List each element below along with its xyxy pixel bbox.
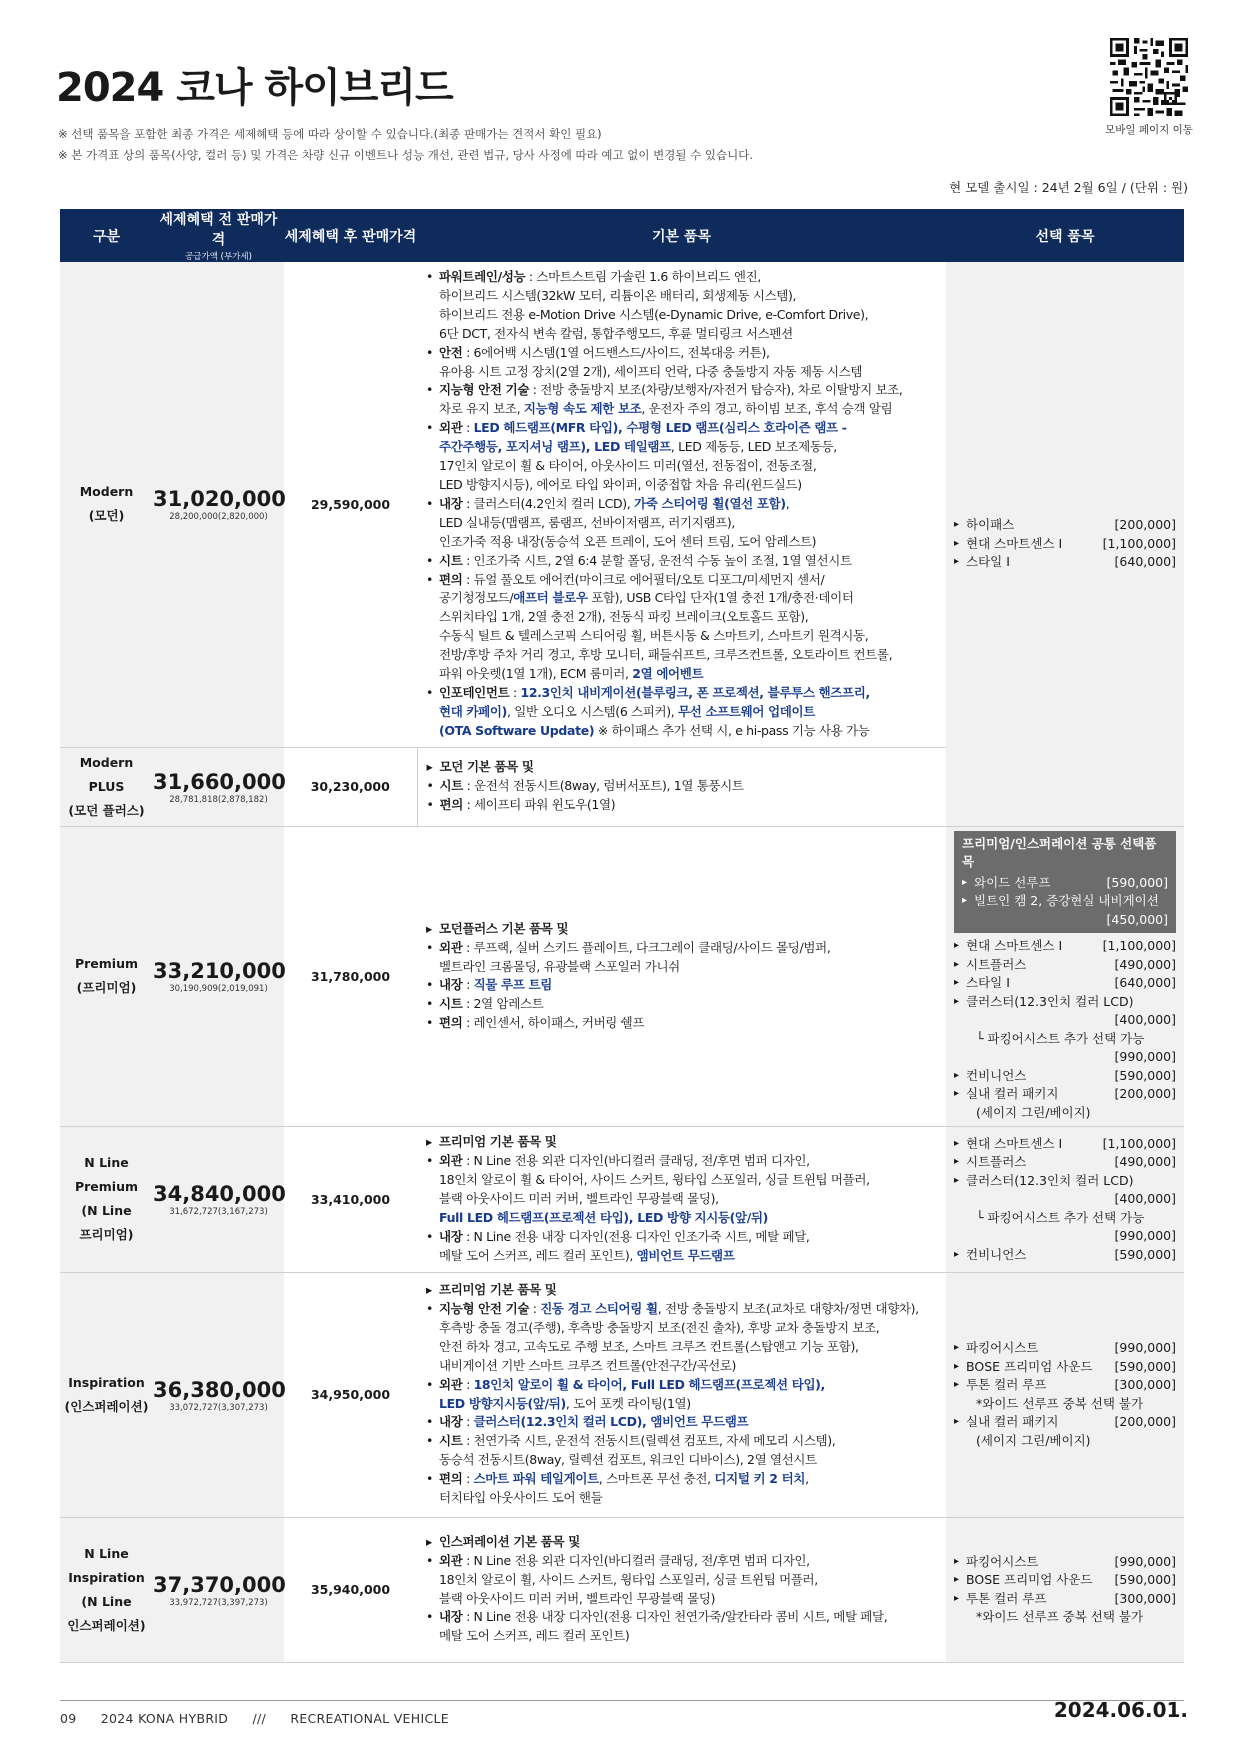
bullet-icon: • [426, 1414, 434, 1430]
option-name: ▸ 스타일 Ⅰ [954, 553, 1010, 572]
option-item [954, 1608, 1176, 1627]
bullet-icon: • [426, 269, 434, 284]
option-item [954, 956, 1176, 975]
basic-item-heading: 외관 [439, 1552, 463, 1568]
basic-item: • 파워트레인/성능 : 스마트스트림 가솔린 1.6 하이브리드 엔진, 하이브리드 시스템(32kW 모터, 리튬이온 배터리, 회생제동 시스템), 하이브리드 전용 e-Motion Drive 시스템(e-Dynamic Drive, e-Comfort Drive), 6단 DCT, 전자식 변속 칼럼, 통합주행모드, 후륜 멀티링크 서스펜션 [426, 269, 869, 341]
bullet-icon: • [426, 571, 434, 587]
basic-item [425, 1533, 942, 1552]
bullet-icon: • [426, 1471, 434, 1487]
highlight-text: 현대 카페이) [439, 703, 507, 719]
option-list [954, 1553, 1176, 1627]
basic-item: • 안전 : 6에어백 시스템(1열 어드밴스드/사이드, 전복대응 커튼), 유아용 시트 고정 장치(2열 2개), 세이프티 언락, 다중 충돌방지 자동 제동 시스템 [426, 344, 863, 379]
post-price: 31,780,000 [284, 826, 417, 1127]
trim-name-line: 인스퍼레이션) [67, 1617, 146, 1633]
highlight-text: LED 방향지시등(앞/뒤) [439, 1395, 566, 1411]
bullet-icon: • [426, 1228, 434, 1244]
option-price: [990,000] [1114, 1228, 1176, 1244]
supply-price-value: 33,072,727(3,307,273) [169, 1402, 268, 1413]
option-name: ▸ 클러스터(12.3인치 컬러 LCD) [954, 1172, 1133, 1191]
option-name: ▸ 시트플러스 [954, 1153, 1026, 1172]
footer-category: RECREATIONAL VEHICLE [290, 1711, 449, 1726]
option-price: [590,000] [1114, 1067, 1176, 1083]
option-price: [400,000] [1114, 1012, 1176, 1028]
bullet-icon: • [426, 1609, 434, 1625]
option-item [962, 874, 1168, 893]
pre-price-value: 36,380,000 [153, 1377, 286, 1402]
basic-item-lead: 인스퍼레이션 기본 품목 및 [439, 1533, 580, 1549]
trim-name-line: (프리미엄) [76, 980, 137, 996]
header-post-price: 세제혜택 후 판매가격 [284, 209, 417, 262]
option-name: ▸ 투톤 컬러 루프 [954, 1376, 1046, 1395]
basic-item-heading: 편의 [439, 797, 463, 813]
option-price: [590,000] [1114, 1246, 1176, 1262]
option-price: [990,000] [1114, 1340, 1176, 1355]
basic-item-lead: 프리미엄 기본 품목 및 [439, 1282, 557, 1298]
option-price: [300,000] [1114, 1377, 1176, 1392]
option-item [954, 1571, 1176, 1590]
option-item [954, 1590, 1176, 1609]
basic-item-heading: 안전 [439, 344, 463, 360]
basic-item-heading: 편의 [439, 1015, 463, 1031]
supply-price-value: 30,190,909(2,019,091) [169, 984, 268, 995]
pre-price-value: 33,210,000 [153, 959, 286, 984]
basic-item-lead: 모던 기본 품목 및 [439, 759, 534, 775]
footer-separator: /// [252, 1711, 267, 1726]
bullet-icon: • [426, 1153, 434, 1169]
basic-items [417, 747, 946, 826]
option-name: *와이드 선루프 중복 선택 불가 [976, 1609, 1144, 1624]
option-name: └ 파킹어시스트 추가 선택 가능 [976, 1209, 1145, 1225]
option-item [954, 1432, 1176, 1451]
basic-item: • 내장 : 직물 루프 트림 [425, 976, 942, 995]
option-name: ▸ 파킹어시스트 [954, 1339, 1038, 1358]
basic-item-heading: 시트 [439, 778, 463, 794]
basic-item: • 시트 : 2열 암레스트 [425, 995, 942, 1014]
post-price: 33,410,000 [284, 1127, 417, 1272]
basic-item: • 외관 : 루프랙, 실버 스키드 플레이트, 다크그레이 클래딩/사이드 몰딩/범퍼, 벨트라인 크롬몰딩, 유광블랙 스포일러 가니쉬 [426, 939, 831, 974]
pre-price [153, 1127, 284, 1272]
table-row [60, 262, 1184, 747]
post-price: 30,230,000 [284, 747, 417, 826]
highlight-text: 애프터 블로우 [513, 590, 588, 606]
trim-name-line: (인스퍼레이션) [64, 1398, 149, 1414]
option-name: *와이드 선루프 중복 선택 불가 [976, 1395, 1144, 1411]
arrow-icon: ▸ [426, 1282, 432, 1298]
highlight-text: LED 헤드램프(MFR 타입), 수평형 LED 램프(심리스 호라이즌 램프 - [473, 420, 847, 436]
basic-item-lead: 모던플러스 기본 품목 및 [439, 920, 569, 936]
option-item [954, 993, 1176, 1012]
supply-price-value: 28,200,000(2,820,000) [169, 512, 268, 523]
basic-item [425, 920, 942, 939]
option-name: ▸ 스타일 Ⅰ [954, 974, 1010, 993]
option-item [954, 516, 1176, 535]
option-price: [300,000] [1114, 1590, 1176, 1606]
option-item [954, 1339, 1176, 1358]
highlight-text: (OTA Software Update) [439, 722, 595, 738]
basic-item: • 내장 : 클러스터(4.2인치 컬러 LCD), 가죽 스티어링 휠(열선 포함), LED 실내등(맵램프, 룸램프, 선바이저램프, 러기지램프), 인조가죽 적용 내장(동승석 오픈 트레이, 도어 센터 트림, 도어 암레스트) [426, 495, 817, 549]
trim-name-line: Modern [79, 754, 134, 770]
post-price: 34,950,000 [284, 1272, 417, 1517]
pre-price-value: 31,020,000 [153, 487, 286, 512]
option-item [954, 974, 1176, 993]
table-row [60, 1127, 1184, 1272]
header-trim: 구분 [60, 209, 153, 262]
option-name [962, 911, 984, 930]
option-name: ▸ 컨비니언스 [954, 1067, 1026, 1086]
option-price: [640,000] [1114, 554, 1176, 570]
header-pre-label: 세제혜택 전 판매가격 [159, 212, 278, 248]
basic-item-heading: 외관 [439, 420, 463, 436]
pre-price [153, 1517, 284, 1662]
footer-divider [60, 1700, 1184, 1701]
option-price: [990,000] [1114, 1553, 1176, 1569]
highlight-text: 가죽 스티어링 휠(열선 포함) [634, 495, 786, 511]
option-price: [490,000] [1114, 956, 1176, 972]
option-price: [200,000] [1114, 1086, 1176, 1102]
option-item [954, 1413, 1176, 1432]
option-name: (세이지 그린/베이지) [976, 1104, 1091, 1120]
basic-item-heading: 지능형 안전 기술 [439, 1300, 530, 1316]
highlight-text: 18인치 알로이 휠 & 타이어, Full LED 헤드램프(프로젝션 타입), [473, 1376, 825, 1392]
option-items [946, 1127, 1184, 1272]
basic-item-heading: 시트 [439, 552, 463, 568]
bullet-icon: • [426, 1433, 434, 1449]
trim-name [60, 262, 153, 747]
option-price: [590,000] [1114, 1572, 1176, 1587]
basic-item-heading: 인포테인먼트 [439, 684, 510, 700]
table-row [60, 1272, 1184, 1517]
option-price: [200,000] [1114, 1414, 1176, 1429]
common-option-box [954, 831, 1176, 934]
basic-item: • 외관 : 18인치 알로이 휠 & 타이어, Full LED 헤드램프(프로젝션 타입), LED 방향지시등(앞/뒤), 도어 포켓 라이팅(1열) [426, 1376, 825, 1411]
publish-date: 2024.06.01. [1053, 1698, 1188, 1722]
option-price: [590,000] [1106, 874, 1168, 890]
option-name: ▸ 빌트인 캠 2, 증강현실 내비게이션 [962, 892, 1159, 911]
option-price: [640,000] [1114, 975, 1176, 991]
basic-item: • 편의 : 스마트 파워 테일게이트, 스마트폰 무선 충전, 디지털 키 2 터치, 터치타입 아웃사이드 도어 핸들 [426, 1471, 809, 1506]
option-item [954, 1153, 1176, 1172]
trim-name-line: N Line [84, 1155, 129, 1171]
basic-item-heading: 외관 [439, 939, 463, 955]
qr-label: 모바일 페이지 이동 [1105, 124, 1193, 136]
qr-code-icon[interactable] [1110, 38, 1188, 116]
basic-item-heading: 지능형 안전 기술 [439, 382, 530, 398]
pre-price-value: 31,660,000 [153, 769, 286, 794]
option-name: ▸ 하이패스 [954, 516, 1014, 535]
option-list [954, 937, 1176, 1122]
highlight-text: 주간주행등, 포지셔닝 램프), LED 테일램프 [439, 439, 671, 455]
option-item [962, 892, 1168, 911]
highlight-text: 무선 소프트웨어 업데이트 [678, 703, 815, 719]
option-list [954, 516, 1176, 572]
basic-item: • 시트 : 천연가죽 시트, 운전석 전동시트(릴렉션 컴포트, 자세 메모리 시스템), 동승석 전동시트(8way, 릴렉션 컴포트, 워크인 디바이스), 2열 열선시트 [426, 1433, 836, 1468]
header-basic: 기본 품목 [417, 209, 946, 262]
trim-name-line: PLUS [88, 778, 125, 794]
trim-name [60, 1517, 153, 1662]
option-name [954, 1011, 976, 1030]
pre-price-value: 34,840,000 [153, 1182, 286, 1207]
bullet-icon: • [426, 684, 434, 700]
highlight-text: 12.3인치 내비게이션(블루링크, 폰 프로젝션, 블루투스 핸즈프리, [520, 684, 870, 700]
option-name: ▸ 컨비니언스 [954, 1246, 1026, 1265]
option-item [954, 1030, 1176, 1049]
option-name: ▸ 실내 컬러 패키지 [954, 1085, 1058, 1104]
option-list [954, 1339, 1176, 1450]
table-header-row [60, 209, 1184, 262]
option-items [946, 826, 1184, 1127]
basic-item [425, 1281, 942, 1300]
option-price: [1,100,000] [1102, 535, 1176, 551]
trim-name-line: (N Line [81, 1593, 132, 1609]
bullet-icon: • [426, 420, 434, 436]
basic-item: • 편의 : 세이프티 파워 윈도우(1열) [426, 796, 943, 815]
option-item [954, 1104, 1176, 1123]
option-item [954, 1553, 1176, 1572]
option-name: (세이지 그린/베이지) [976, 1432, 1091, 1448]
highlight-text: 디지털 키 2 터치 [714, 1471, 806, 1487]
basic-items [417, 262, 946, 747]
option-name: ▸ 현대 스마트센스 Ⅰ [954, 535, 1062, 554]
basic-item-heading: 편의 [439, 1471, 463, 1487]
option-item [954, 1190, 1176, 1209]
basic-item-heading: 내장 [439, 1228, 463, 1244]
bullet-icon: • [426, 1015, 434, 1031]
basic-item: • 인포테인먼트 : 12.3인치 내비게이션(블루링크, 폰 프로젝션, 블루투스 핸즈프리, 현대 카페이), 일반 오디오 시스템(6 스피커), 무선 소프트웨어 업데이트 (OTA Software Update) ※ 하이패스 추가 선택 시, e hi-pass 기능 사용 가능 [426, 684, 870, 738]
option-price: [400,000] [1114, 1191, 1176, 1207]
pre-price-value: 37,370,000 [153, 1572, 286, 1597]
option-list [962, 874, 1168, 930]
footer [60, 1711, 469, 1726]
basic-item: • 시트 : 운전석 전동시트(8way, 럼버서포트), 1열 통풍시트 [426, 777, 943, 796]
option-item [954, 1172, 1176, 1191]
basic-item [426, 758, 943, 777]
option-item [954, 1135, 1176, 1154]
bullet-icon: • [426, 977, 434, 993]
pre-price [153, 826, 284, 1127]
bullet-icon: • [426, 1552, 434, 1568]
highlight-text: 2열 에어벤트 [632, 666, 704, 682]
option-price: [1,100,000] [1102, 938, 1176, 954]
option-item [954, 1246, 1176, 1265]
arrow-icon: ▸ [426, 920, 432, 936]
basic-item [425, 1133, 942, 1152]
trim-name [60, 747, 153, 826]
option-item [954, 553, 1176, 572]
option-name: ▸ 파킹어시스트 [954, 1553, 1038, 1572]
basic-item: • 내장 : 클러스터(12.3인치 컬러 LCD), 앰비언트 무드램프 [425, 1413, 942, 1432]
option-price: [450,000] [1106, 911, 1168, 927]
option-items [946, 1517, 1184, 1662]
highlight-text: 지능형 속도 제한 보조 [523, 401, 642, 417]
arrow-icon: ▸ [426, 759, 433, 775]
basic-items [417, 1127, 946, 1272]
option-price: [200,000] [1114, 517, 1176, 533]
supply-price-value: 28,781,818(2,878,182) [169, 794, 268, 805]
basic-item: • 시트 : 인조가죽 시트, 2열 6:4 분할 폴딩, 운전석 수동 높이 조절, 1열 열선시트 [425, 552, 942, 571]
option-name [954, 1227, 976, 1246]
bullet-icon: • [426, 1300, 434, 1316]
option-item [954, 1209, 1176, 1228]
pre-price [153, 1272, 284, 1517]
common-option-title: 프리미엄/인스퍼레이션 공통 선택품목 [962, 835, 1157, 870]
option-price: [490,000] [1114, 1154, 1176, 1170]
trim-name-line: Premium [74, 1179, 139, 1195]
pre-price [153, 262, 284, 747]
header-pre-sub: 공급가액 (부가세) [185, 252, 252, 262]
option-price: [590,000] [1114, 1358, 1176, 1374]
trim-name-line: Modern [79, 484, 134, 500]
option-item [954, 535, 1176, 554]
post-price: 29,590,000 [284, 262, 417, 747]
basic-item-heading: 편의 [439, 571, 463, 587]
notes [58, 124, 753, 166]
trim-name-line: 프리미엄) [79, 1227, 134, 1243]
basic-item-heading: 외관 [439, 1376, 463, 1392]
basic-item: • 지능형 안전 기술 : 진동 경고 스티어링 휠, 전방 충돌방지 보조(교차로 대향차/정면 대향차), 후측방 충돌 경고(주행), 후측방 충돌방지 보조(전진 출차), 후방 교차 충돌방지 보조, 안전 하차 경고, 고속도로 주행 보조, 스마트 크루즈 컨트롤(스탑앤고 기능 포함), 내비게이션 기반 스마트 크루즈 컨트롤(안전구간/곡선로) [426, 1300, 919, 1373]
trim-name [60, 1272, 153, 1517]
basic-item-heading: 내장 [439, 495, 463, 511]
basic-item-lead: 프리미엄 기본 품목 및 [439, 1134, 557, 1150]
post-price: 35,940,000 [284, 1517, 417, 1662]
page-title: 2024 코나 하이브리드 [56, 65, 453, 111]
note-line: ※ 선택 품목을 포함한 최종 가격은 세제혜택 등에 따라 상이할 수 있습니다.(최종 판매가는 견적서 확인 필요) [58, 127, 602, 141]
option-name: ▸ 현대 스마트센스 Ⅰ [954, 1135, 1062, 1154]
basic-item-heading: 시트 [439, 1433, 463, 1449]
basic-item: • 편의 : 듀얼 풀오토 에어컨(마이크로 에어필터/오토 디포그/미세먼지 센서/ 공기청정모드/애프터 블로우 포함), USB C타입 단자(1열 충전 1개/충전·데이터 스위치타입 1개, 2열 충전 2개), 전동식 파킹 브레이크(오토홀드 포함), 수동식 틸트 & 텔레스코픽 스티어링 휠, 버튼시동 & 스마트키, 스마트키 원격시동, 전방/후방 주차 거리 경고, 후방 모니터, 패들쉬프트, 크루즈컨트롤, 오토라이트 컨트롤, 파워 아웃렛(1열 1개), ECM 룸미러, 2열 에어벤트 [426, 571, 893, 682]
option-list [954, 1135, 1176, 1265]
basic-items [417, 826, 946, 1127]
pre-price [153, 747, 284, 826]
option-name: ▸ 투톤 컬러 루프 [954, 1590, 1046, 1609]
basic-item-heading: 파워트레인/성능 [439, 269, 526, 284]
bullet-icon: • [426, 495, 434, 511]
basic-item: • 지능형 안전 기술 : 전방 충돌방지 보조(차량/보행자/자전거 탑승자), 차로 이탈방지 보조, 차로 유지 보조, 지능형 속도 제한 보조, 운전자 주의 경고, 하이빔 보조, 후석 승객 알림 [426, 382, 903, 417]
supply-price-value: 33,972,727(3,397,273) [169, 1597, 268, 1608]
bullet-icon: • [426, 778, 434, 794]
option-price: [990,000] [1114, 1049, 1176, 1065]
basic-item-heading: 시트 [439, 996, 463, 1012]
option-item [954, 1085, 1176, 1104]
bullet-icon: • [426, 797, 434, 813]
option-item [954, 1048, 1176, 1067]
bullet-icon: • [426, 939, 434, 955]
basic-item: • 편의 : 레인센서, 하이패스, 커버링 쉘프 [425, 1014, 942, 1033]
footer-model: 2024 KONA HYBRID [100, 1711, 229, 1726]
trim-name-line: (모던) [88, 508, 125, 524]
highlight-text: Full LED 헤드램프(프로젝션 타입), LED 방향 지시등(앞/뒤) [439, 1209, 769, 1225]
option-items [946, 262, 1184, 826]
price-table [60, 209, 1184, 1663]
option-item [954, 1395, 1176, 1414]
option-price: [1,100,000] [1102, 1135, 1176, 1151]
option-item [954, 1358, 1176, 1377]
basic-item: • 외관 : LED 헤드램프(MFR 타입), 수평형 LED 램프(심리스 호라이즌 램프 - 주간주행등, 포지셔닝 램프), LED 테일램프, LED 제동등, LED 보조제동등, 17인치 알로이 휠 & 타이어, 아웃사이드 미러(열선, 전동접이, 전동조절, LED 방향지시등), 에어로 타입 와이퍼, 이중접합 차음 유리(윈드실드) [426, 420, 847, 492]
trim-name-line: (N Line [81, 1203, 132, 1219]
basic-items [417, 1517, 946, 1662]
header-option: 선택 품목 [946, 209, 1184, 262]
trim-name-line: Premium [74, 956, 139, 972]
table-row [60, 826, 1184, 1127]
trim-name-line: Inspiration [68, 1569, 145, 1585]
trim-name [60, 826, 153, 1127]
basic-items [417, 1272, 946, 1517]
option-item [954, 1376, 1176, 1395]
option-name: ▸ 실내 컬러 패키지 [954, 1413, 1058, 1432]
basic-item: • 내장 : N Line 전용 내장 디자인(전용 디자인 인조가죽 시트, 메탈 페달, 메탈 도어 스커프, 레드 컬러 포인트), 앰비언트 무드램프 [426, 1228, 810, 1263]
arrow-icon: ▸ [426, 1533, 432, 1549]
option-items [946, 1272, 1184, 1517]
option-name: ▸ 와이드 선루프 [962, 874, 1050, 893]
trim-name-line: N Line [84, 1545, 129, 1561]
bullet-icon: • [426, 344, 434, 360]
option-name: ▸ 클러스터(12.3인치 컬러 LCD) [954, 993, 1133, 1012]
basic-item-heading: 외관 [439, 1153, 463, 1169]
option-name: ▸ BOSE 프리미엄 사운드 [954, 1571, 1093, 1590]
bullet-icon: • [426, 996, 434, 1012]
table-row [60, 1517, 1184, 1662]
basic-item: • 외관 : N Line 전용 외관 디자인(바디컬러 클래딩, 전/후면 범퍼 디자인, 18인치 알로이 휠 & 타이어, 사이드 스커트, 윙타입 스포일러, 싱글 트윈팁 머플러, 블랙 아웃사이드 미러 커버, 벨트라인 무광블랙 몰딩), Full LED 헤드램프(프로젝션 타입), LED 방향 지시등(앞/뒤) [426, 1153, 870, 1225]
bullet-icon: • [426, 1376, 434, 1392]
option-name: ▸ 현대 스마트센스 Ⅰ [954, 937, 1062, 956]
option-item [954, 1067, 1176, 1086]
note-line: ※ 본 가격표 상의 품목(사양, 컬러 등) 및 가격은 차량 신규 이벤트나 성능 개선, 관련 법규, 당사 사정에 따라 예고 없이 변경될 수 있습니다. [58, 148, 753, 162]
option-item [954, 937, 1176, 956]
arrow-icon: ▸ [426, 1134, 432, 1150]
option-item [954, 1011, 1176, 1030]
highlight-text: 직물 루프 트림 [473, 977, 552, 993]
basic-item-heading: 내장 [439, 977, 463, 993]
release-date-info: 현 모델 출시일 : 24년 2월 6일 / (단위 : 원) [949, 180, 1188, 195]
option-item [962, 911, 1168, 930]
highlight-text: 스마트 파워 테일게이트 [473, 1471, 599, 1487]
bullet-icon: • [426, 552, 434, 568]
option-name [954, 1048, 976, 1067]
header-pre-price [153, 209, 284, 262]
basic-item-heading: 내장 [439, 1609, 463, 1625]
option-name: ▸ 시트플러스 [954, 956, 1026, 975]
option-name: └ 파킹어시스트 추가 선택 가능 [976, 1030, 1145, 1046]
basic-item-heading: 내장 [439, 1414, 463, 1430]
page-number: 09 [60, 1711, 77, 1726]
option-item [954, 1227, 1176, 1246]
trim-name-line: (모던 플러스) [68, 802, 145, 818]
bullet-icon: • [426, 382, 434, 398]
trim-name-line: Inspiration [68, 1374, 145, 1390]
option-name [954, 1190, 976, 1209]
highlight-text: 클러스터(12.3인치 컬러 LCD), 앰비언트 무드램프 [473, 1414, 749, 1430]
trim-name [60, 1127, 153, 1272]
basic-item: • 외관 : N Line 전용 외관 디자인(바디컬러 클래딩, 전/후면 범퍼 디자인, 18인치 알로이 휠, 사이드 스커트, 윙타입 스포일러, 싱글 트윈팁 머플러, 블랙 아웃사이드 미러 커버, 벨트라인 무광블랙 몰딩) [426, 1552, 818, 1606]
option-name: ▸ BOSE 프리미엄 사운드 [954, 1358, 1093, 1377]
highlight-text: 진동 경고 스티어링 휠 [540, 1300, 658, 1316]
basic-item: • 내장 : N Line 전용 내장 디자인(전용 디자인 천연가죽/알칸타라 콤비 시트, 메탈 페달, 메탈 도어 스커프, 레드 컬러 포인트) [426, 1609, 888, 1644]
highlight-text: 앰비언트 무드램프 [636, 1247, 735, 1263]
supply-price-value: 31,672,727(3,167,273) [169, 1207, 268, 1218]
